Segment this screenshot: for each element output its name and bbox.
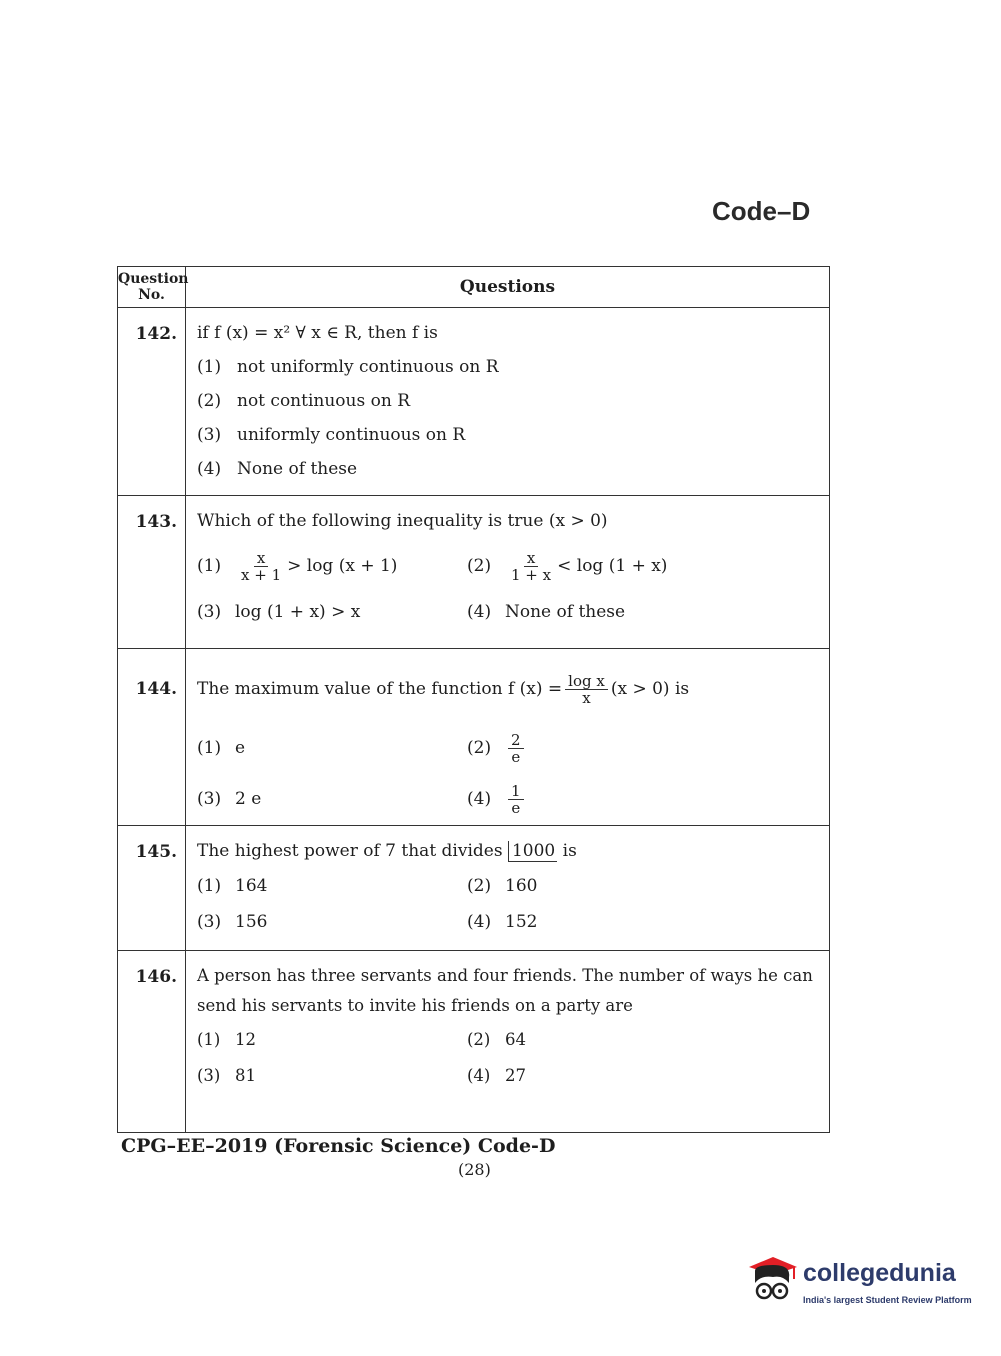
question-row-145 — [118, 826, 830, 951]
question-row-142 — [118, 308, 830, 496]
option — [467, 876, 737, 896]
collegedunia-logo — [743, 1253, 973, 1313]
option-number: (2) — [467, 876, 492, 896]
option — [467, 1066, 737, 1085]
option-text: 160 — [505, 876, 538, 896]
option-fraction: $\frac{1}{e}$ — [508, 783, 524, 816]
option-text: > log (x + 1) — [287, 556, 398, 576]
option-text: 64 — [505, 1029, 526, 1049]
question-number: 144. — [118, 649, 186, 826]
option-number: (3) — [197, 425, 222, 445]
option — [197, 350, 829, 384]
question-stem-tail: is — [557, 841, 577, 861]
option-number: (1) — [197, 357, 222, 377]
question-body — [186, 649, 830, 826]
code-title: Code–D — [712, 196, 811, 226]
option — [197, 384, 829, 418]
option-number: (1) — [197, 556, 222, 576]
question-body — [186, 308, 830, 496]
option-number: (4) — [467, 912, 492, 932]
option-number: (4) — [467, 602, 492, 622]
option — [467, 550, 737, 583]
option — [197, 912, 467, 932]
option — [197, 1066, 467, 1085]
option-row — [197, 773, 829, 825]
option — [197, 738, 467, 758]
option-text: 2 e — [235, 789, 262, 809]
option — [197, 418, 829, 452]
question-row-146 — [118, 951, 830, 1133]
option — [467, 1030, 737, 1049]
logo-tagline: India's largest Student Review Platform — [803, 1295, 972, 1305]
option-number: (4) — [467, 789, 492, 809]
option — [467, 732, 737, 765]
option — [467, 783, 737, 816]
footer-exam-code: CPG–EE–2019 (Forensic Science) Code-D — [121, 1135, 556, 1157]
option-row — [197, 904, 829, 940]
option-number: (2) — [197, 391, 222, 411]
question-number: 143. — [118, 496, 186, 649]
option-text: 81 — [235, 1065, 256, 1085]
option-row — [197, 540, 829, 592]
option — [467, 602, 737, 622]
question-stem — [197, 836, 829, 868]
option-text: uniformly continuous on R — [237, 425, 466, 445]
option — [197, 789, 467, 809]
question-stem-line1: A person has three servants and four friends. The number of ways he can — [197, 966, 813, 985]
option-text: not continuous on R — [237, 391, 410, 411]
option-number: (1) — [197, 1029, 221, 1049]
question-stem-line2: send his servants to invite his friends on a party are — [197, 996, 633, 1015]
option-text: None of these — [505, 602, 626, 622]
option-number: (4) — [197, 459, 222, 479]
option-number: (1) — [197, 876, 222, 896]
option-text: 152 — [505, 912, 538, 932]
stem-fraction: $\frac{\text{log x}}{x}$ — [565, 673, 608, 706]
option — [197, 452, 829, 486]
option-number: (3) — [197, 602, 222, 622]
question-body — [186, 951, 830, 1133]
option-row — [197, 868, 829, 904]
factorial-value: 1000 — [508, 841, 557, 862]
logo-wordmark: collegedunia — [803, 1259, 956, 1287]
option-fraction: $\frac{2}{e}$ — [508, 732, 524, 765]
option-text: 164 — [235, 876, 268, 896]
option-text: e — [235, 738, 246, 758]
table-header-row — [118, 267, 830, 308]
option — [197, 550, 467, 583]
option-fraction: $\frac{x}{1 + x}$ — [511, 548, 552, 584]
option-number: (4) — [467, 1065, 491, 1085]
header-question-no: Question No. — [118, 267, 186, 308]
question-table — [117, 266, 830, 1133]
header-questions: Questions — [186, 267, 830, 308]
option-number: (2) — [467, 556, 492, 576]
option-text: not uniformly continuous on R — [237, 357, 499, 377]
question-body — [186, 826, 830, 951]
question-row-144 — [118, 649, 830, 826]
question-stem-text: The highest power of 7 that divides — [197, 841, 503, 861]
option — [197, 602, 467, 622]
question-number: 142. — [118, 308, 186, 496]
question-stem-tail: (x > 0) is — [610, 679, 690, 699]
option-text: < log (1 + x) — [557, 556, 668, 576]
option-text: 12 — [235, 1029, 256, 1049]
option-number: (3) — [197, 789, 222, 809]
question-body — [186, 496, 830, 649]
option-row — [197, 592, 829, 632]
option — [467, 912, 737, 932]
question-stem — [197, 663, 829, 715]
mascot-icon — [743, 1253, 801, 1311]
question-stem-text: The maximum value of the function f (x) = — [197, 679, 563, 699]
option-text: log (1 + x) > x — [235, 602, 361, 622]
question-stem: Which of the following inequality is true (x > 0) — [197, 511, 608, 531]
option-fraction: $\frac{x}{x + 1}$ — [241, 548, 282, 584]
option-text: 27 — [505, 1065, 526, 1085]
question-number: 145. — [118, 826, 186, 951]
option-number: (1) — [197, 738, 222, 758]
question-stem: if f (x) = x² ∀ x ∈ R, then f is — [197, 323, 438, 343]
option-number: (3) — [197, 1065, 221, 1085]
option — [197, 876, 467, 896]
option-text: None of these — [237, 459, 358, 479]
option-number: (3) — [197, 912, 222, 932]
option-number: (2) — [467, 738, 492, 758]
option-number: (2) — [467, 1029, 491, 1049]
option — [197, 1030, 467, 1049]
question-row-143 — [118, 496, 830, 649]
option-row — [197, 1057, 829, 1093]
option-row — [197, 1021, 829, 1057]
option-row — [197, 723, 829, 773]
option-text: 156 — [235, 912, 268, 932]
page-number: (28) — [458, 1160, 491, 1179]
question-number: 146. — [118, 951, 186, 1133]
